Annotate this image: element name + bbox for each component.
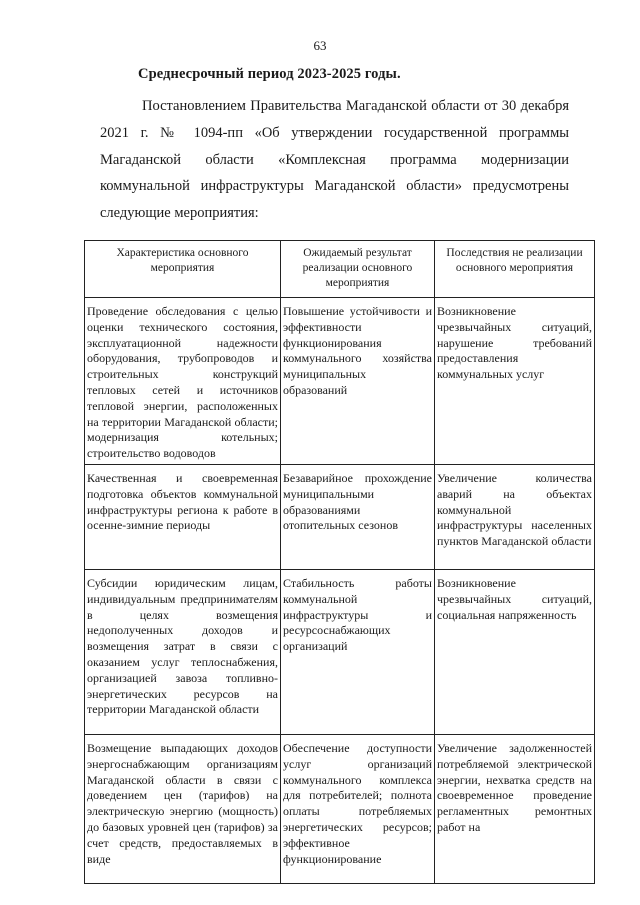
table-cell: Возникновение чрезвычайных ситуаций, социальная напряженность [435, 569, 595, 734]
intro-paragraph: Постановлением Правительства Магаданской области от 30 декабря 2021 г. № 1094-пп «Об утверждении государственной программы Магаданской области «Комплексная программа модернизации коммунальной инфраструктуры Магаданской области» предусмотрены следующие мероприятия: [100, 98, 569, 222]
header-expected-result: Ожидаемый результат реализации основного мероприятия [281, 241, 435, 298]
table-cell: Возмещение выпадающих доходов энергоснабжающим организациям Магаданской области в связи с доведением цен (тарифов) на электрическую энергию (мощность) до базовых уровней цен (тарифов) за счет средств, предоставляемых в виде [85, 734, 281, 883]
table-row [85, 464, 595, 569]
table-cell: Субсидии юридическим лицам, индивидуальным предпринимателям в целях возмещения недополученных доходов и возмещения затрат в связи с оказанием услуг теплоснабжения, организацией завоза топливно-энергетических ресурсов на территории Магаданской области [85, 569, 281, 734]
table-row [85, 569, 595, 734]
section-heading: Среднесрочный период 2023-2025 годы. [138, 66, 401, 82]
table-cell: Повышение устойчивости и эффективности функционирования коммунального хозяйства муниципальных образований [281, 298, 435, 465]
table-cell: Возникновение чрезвычайных ситуаций, нарушение требований предоставления коммунальных услуг [435, 298, 595, 465]
header-consequences: Последствия не реализации основного мероприятия [435, 241, 595, 298]
table-cell: Обеспечение доступности услуг организаций коммунального комплекса для потребителей; полнота оплаты потребляемых энергетических ресурсов; эффективное функционирование [281, 734, 435, 883]
table-cell: Качественная и своевременная подготовка объектов коммунальной инфраструктуры региона к работе в осенне-зимние периоды [85, 464, 281, 569]
table-row [85, 734, 595, 883]
table-cell: Увеличение задолженностей потребляемой электрической энергии, нехватка средств на своевременное проведение регламентных ремонтных работ на [435, 734, 595, 883]
table-cell: Стабильность работы коммунальной инфраструктуры и ресурсоснабжающих организаций [281, 569, 435, 734]
table-cell: Проведение обследования с целью оценки технического состояния, эксплуатационной надежности оборудования, трубопроводов и строительных конструкций тепловых сетей и источников тепловой энергии, расположенных на территории Магаданской области; модернизация котельных; строительство водоводов [85, 298, 281, 465]
header-characteristic: Характеристика основного мероприятия [85, 241, 281, 298]
table-header-row [85, 241, 595, 298]
page-number: 63 [313, 38, 327, 53]
table-cell: Увеличение количества аварий на объектах коммунальной инфраструктуры населенных пунктов Магаданской области [435, 464, 595, 569]
measures-table [84, 240, 595, 884]
table-row [85, 298, 595, 465]
table-cell: Безаварийное прохождение муниципальными образованиями отопительных сезонов [281, 464, 435, 569]
